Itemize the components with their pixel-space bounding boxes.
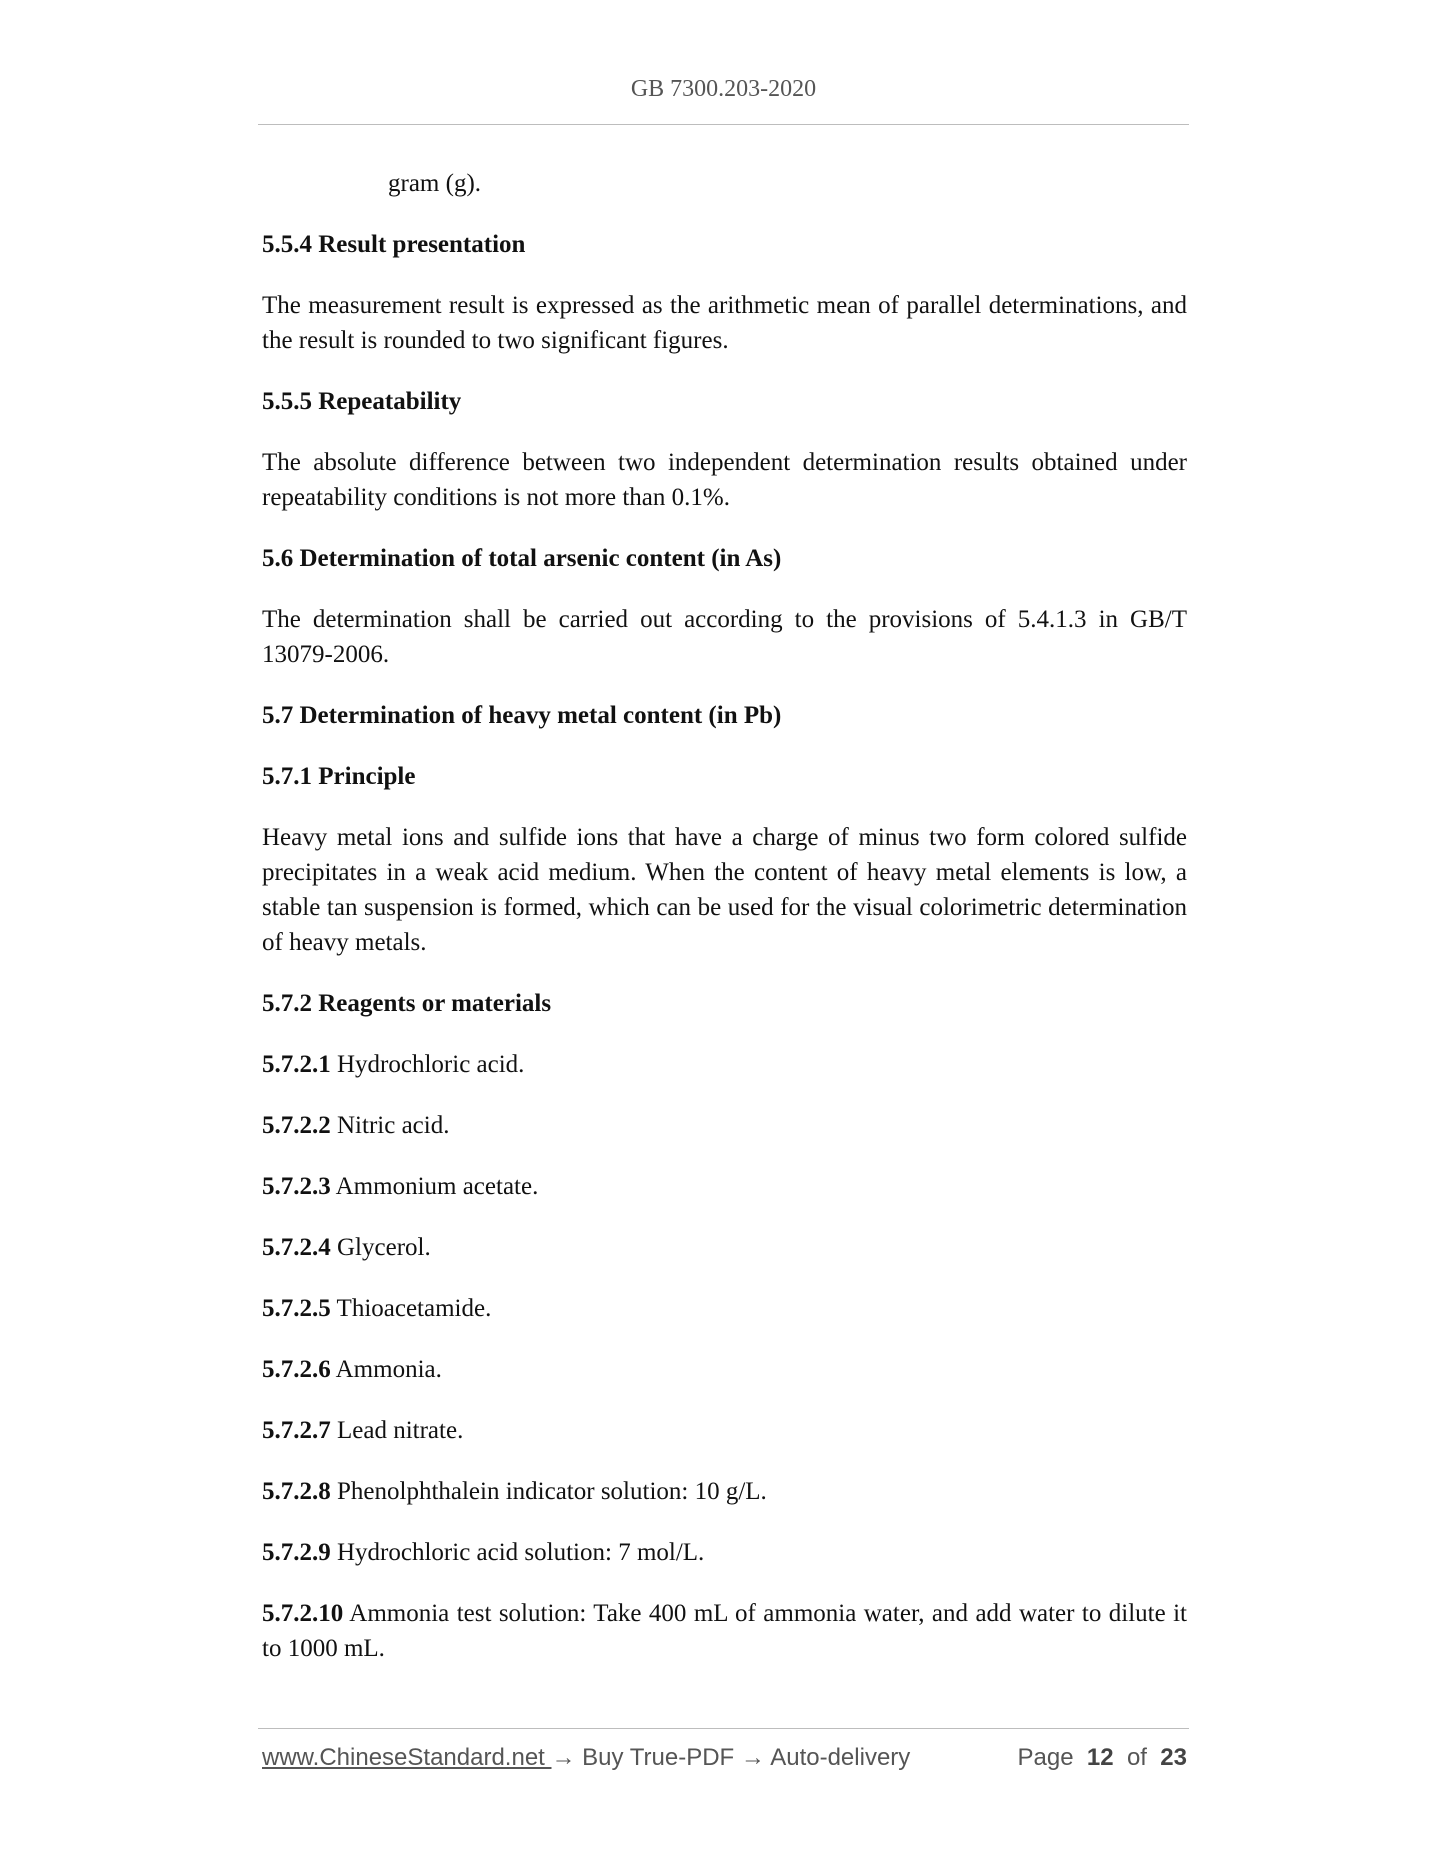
list-item — [262, 1474, 1187, 1509]
section-5-7-heading: 5.7 Determination of heavy metal content (in Pb) — [262, 702, 782, 729]
list-item — [262, 1169, 1187, 1204]
item-text: Ammonium acetate. — [330, 1173, 539, 1200]
item-text: Ammonia. — [330, 1356, 442, 1383]
page-indicator — [1017, 1744, 1187, 1772]
arrow-right-icon: → — [551, 1744, 576, 1771]
page-footer — [262, 1744, 1187, 1772]
item-text: Hydrochloric acid solution: 7 mol/L. — [330, 1539, 705, 1566]
item-number: 5.7.2.9 — [262, 1539, 331, 1566]
section-5-5-4-heading: 5.5.4 Result presentation — [262, 231, 526, 258]
item-number: 5.7.2.5 — [262, 1295, 331, 1322]
buy-pdf-text: Buy True-PDF — [575, 1744, 741, 1771]
list-item — [262, 1108, 1187, 1143]
arrow-right-icon: → — [740, 1744, 765, 1771]
page-label: Page — [1017, 1744, 1074, 1771]
item-number: 5.7.2.1 — [262, 1051, 331, 1078]
item-number: 5.7.2.2 — [262, 1112, 331, 1139]
document-body — [262, 166, 1187, 1692]
list-item — [262, 1291, 1187, 1326]
unit-continuation: gram (g). — [388, 170, 482, 197]
section-5-6-heading: 5.6 Determination of total arsenic content (in As) — [262, 545, 782, 572]
list-item — [262, 1352, 1187, 1387]
item-text: Thioacetamide. — [330, 1295, 492, 1322]
item-number: 5.7.2.7 — [262, 1417, 331, 1444]
list-item — [262, 1047, 1187, 1082]
item-text: Lead nitrate. — [330, 1417, 464, 1444]
section-5-5-4-text: The measurement result is expressed as the arithmetic mean of parallel determinations, and the result is rounded to two significant figures. — [262, 292, 1187, 354]
section-5-7-1-text: Heavy metal ions and sulfide ions that have a charge of minus two form colored sulfide precipitates in a weak acid medium. When the content of heavy metal elements is low, a stable tan suspension is formed, which can be used for the visual colorimetric determination of heavy metals. — [262, 824, 1187, 956]
item-text: Ammonia test solution: Take 400 mL of ammonia water, and add water to dilute it to 1000 mL. — [262, 1600, 1187, 1662]
section-5-5-5-text: The absolute difference between two independent determination results obtained under repeatability conditions is not more than 0.1%. — [262, 449, 1187, 511]
section-5-6-text-line1: The determination shall be carried out according to the provisions of 5.4.1.3 in GB/T — [262, 606, 1187, 633]
section-5-7-2-heading: 5.7.2 Reagents or materials — [262, 990, 552, 1017]
list-item — [262, 1230, 1187, 1265]
item-number: 5.7.2.10 — [262, 1600, 344, 1627]
document-header — [258, 76, 1189, 103]
item-number: 5.7.2.4 — [262, 1234, 331, 1261]
item-text: Phenolphthalein indicator solution: 10 g/L. — [330, 1478, 767, 1505]
item-number: 5.7.2.3 — [262, 1173, 331, 1200]
item-number: 5.7.2.6 — [262, 1356, 331, 1383]
document-number: GB 7300.203-2020 — [630, 76, 817, 102]
section-5-7-1-heading: 5.7.1 Principle — [262, 763, 416, 790]
list-item — [262, 1535, 1187, 1570]
page-of: of — [1126, 1744, 1147, 1771]
footer-links — [262, 1744, 910, 1772]
item-text: Glycerol. — [330, 1234, 431, 1261]
item-text: Hydrochloric acid. — [330, 1051, 525, 1078]
auto-delivery-text: Auto-delivery — [764, 1744, 911, 1771]
page-current: 12 — [1086, 1744, 1114, 1771]
item-number: 5.7.2.8 — [262, 1478, 331, 1505]
section-5-5-5-heading: 5.5.5 Repeatability — [262, 388, 462, 415]
list-item — [262, 1596, 1187, 1666]
chinesestandard-link[interactable]: www.ChineseStandard.net — [262, 1744, 552, 1771]
list-item — [262, 1413, 1187, 1448]
header-divider — [258, 124, 1189, 125]
page-total: 23 — [1160, 1744, 1187, 1771]
item-text: Nitric acid. — [330, 1112, 450, 1139]
footer-divider — [258, 1728, 1189, 1729]
section-5-6-text-line2: 13079-2006. — [262, 641, 390, 668]
